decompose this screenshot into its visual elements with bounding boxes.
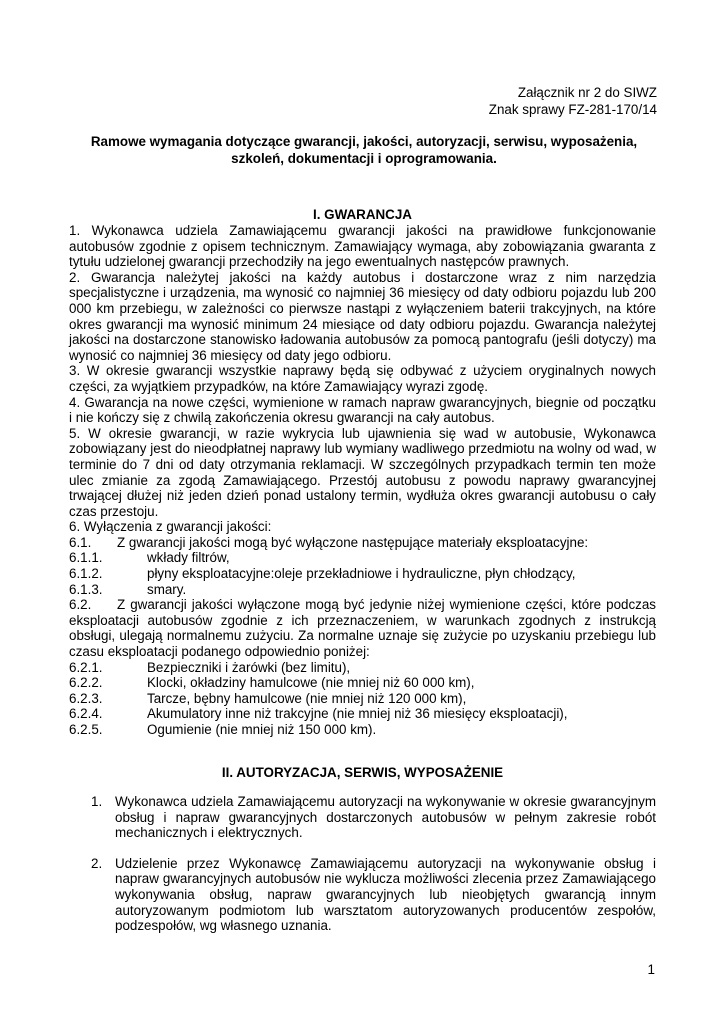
item-text: Udzielenie przez Wykonawcę Zamawiającemu autoryzacji na wykonywanie obsług i napraw gwarancyjnych autobusów nie wyklucza możliwości zlecenia przez Zamawiającego wykonywania obsług, napraw gwarancyjnych lub nieobjętych gwarancją innym autoryzowanym podmiotom lub warsztatom autoryzowanych producentów zespołów, podzespołów, wg własnego uznania. [115, 855, 656, 934]
list-item [69, 550, 656, 566]
page-number: 1 [647, 962, 655, 977]
paragraph: 5. W okresie gwarancji, w razie wykrycia lub ujawnienia się wad w autobusie, Wykonawca zobowiązany jest do nieodpłatnej naprawy lub wymiany wadliwego przedmiotu na wolny od wad, w terminie do 7 dni od daty otrzymania reklamacji. W szczególnych przypadkach termin ten może ulec zmianie za zgodą Zamawiającego. Przestój autobusu z powodu naprawy gwarancyjnej trwającej dłużej niż jeden dzień ponad ustalony termin, wydłuża okres gwarancji autobusu o cały czas przestoju. [69, 425, 656, 519]
title-line-1: Ramowe wymagania dotyczące gwarancji, jakości, autoryzacji, serwisu, wyposażenia, [90, 134, 638, 149]
item-number: 6.2.5. [69, 722, 103, 737]
paragraph: 3. W okresie gwarancji wszystkie naprawy będą się odbywać z użyciem oryginalnych nowych części, za wyjątkiem przypadków, na które Zamawiający wyrazi zgodę. [69, 363, 656, 394]
title-line-2: szkoleń, dokumentacji i oprogramowania. [231, 151, 497, 166]
list-item [69, 722, 656, 738]
item-text: Z gwarancji jakości mogą być wyłączone następujące materiały eksploatacyjne: [117, 534, 589, 550]
section-heading-authorization: II. AUTORYZACJA, SERWIS, WYPOSAŻENIE [221, 765, 504, 780]
list-item [91, 856, 656, 934]
item-text: Wykonawca udziela Zamawiającemu autoryzacji na wykonywanie w okresie gwarancyjnym obsług i napraw gwarancyjnych dostarczonych autobusów w pełnym zakresie robót mechanicznych i elektrycznych. [115, 794, 656, 841]
item-text: wkłady filtrów, [147, 550, 230, 566]
item-number: 6.2.1. [69, 659, 103, 675]
item-number: 6.1. [69, 534, 92, 550]
item-text: Bezpieczniki i żarówki (bez limitu), [147, 659, 351, 675]
item-text: Akumulatory inne niż trakcyjne (nie mniej niż 36 miesięcy eksploatacji), [147, 706, 568, 722]
section-heading-warranty: I. GWARANCJA [313, 207, 412, 222]
item-number: 6.1.2. [69, 566, 103, 582]
item-text: płyny eksploatacyjne:oleje przekładniowe i hydrauliczne, płyn chłodzący, [147, 566, 576, 582]
item-text: smary. [147, 581, 187, 597]
case-reference: Znak sprawy FZ-281-170/14 [488, 102, 657, 117]
item-number: 6.1.3. [69, 581, 103, 597]
list-item [69, 582, 656, 598]
header-block [489, 84, 657, 118]
authorization-section-body [91, 794, 656, 934]
paragraph: 6. Wyłączenia z gwarancji jakości: [69, 519, 272, 535]
item-text: Z gwarancji jakości wyłączone mogą być jedynie niżej wymienione części, które podczas eksploatacji autobusów zgodnie z ich przeznaczeniem, w warunkach zgodnych z instrukcją obsługi, ulegają normalnemu zużyciu. Za normalne uznaje się zużycie po uzyskaniu przebiegu lub czasu eksploatacji podanego odpowiednio poniżej: [69, 597, 656, 660]
item-number: 6.2. [69, 597, 92, 613]
item-number: 6.1.1. [69, 550, 103, 566]
item-number: 2. [91, 855, 103, 871]
attachment-label: Załącznik nr 2 do SIWZ [517, 85, 657, 100]
document-title [70, 133, 658, 167]
item-number: 1. [91, 794, 103, 809]
list-item [69, 597, 656, 659]
list-item [69, 566, 656, 582]
list-item [69, 660, 656, 676]
item-text: Klocki, okładziny hamulcowe (nie mniej niż 60 000 km), [147, 675, 475, 691]
paragraph: 4. Gwarancja na nowe części, wymienione w ramach napraw gwarancyjnych, biegnie od początku i nie kończy się z chwilą zakończenia okresu gwarancji na cały autobus. [69, 394, 656, 426]
list-item [69, 706, 656, 722]
list-item [69, 675, 656, 691]
paragraph: 2. Gwarancja należytej jakości na każdy autobus i dostarczone wraz z nim narzędzia specjalistyczne i urządzenia, ma wynosić co najmniej 36 miesięcy od daty odbioru pojazdu lub 200 000 km przebiegu, w zależności co pierwsze nastąpi z wyłączeniem baterii trakcyjnych, na które okres gwarancji ma wynosić minimum 24 miesiące od daty odbioru pojazdu. Gwarancja należytej jakości na dostarczone stanowisko ładowania autobusów za pomocą pantografu (jeśli dotyczy) ma wynosić co najmniej 36 miesięcy od daty jego odbioru. [69, 269, 656, 363]
item-number: 6.2.4. [69, 706, 103, 722]
paragraph: 1. Wykonawca udziela Zamawiającemu gwarancji jakości na prawidłowe funkcjonowanie autobusów zgodnie z opisem technicznym. Zamawiający wymaga, aby zobowiązania gwaranta z tytułu udzielonej gwarancji przechodziły na jego ewentualnych następców prawnych. [69, 223, 656, 270]
item-number: 6.2.2. [69, 675, 103, 691]
item-number: 6.2.3. [69, 690, 103, 706]
list-item [91, 794, 656, 841]
item-text: Tarcze, bębny hamulcowe (nie mniej niż 120 000 km), [147, 690, 467, 706]
item-text: Ogumienie (nie mniej niż 150 000 km). [147, 722, 377, 737]
warranty-section-body [69, 223, 656, 738]
list-item [69, 535, 656, 551]
list-item [69, 691, 656, 707]
